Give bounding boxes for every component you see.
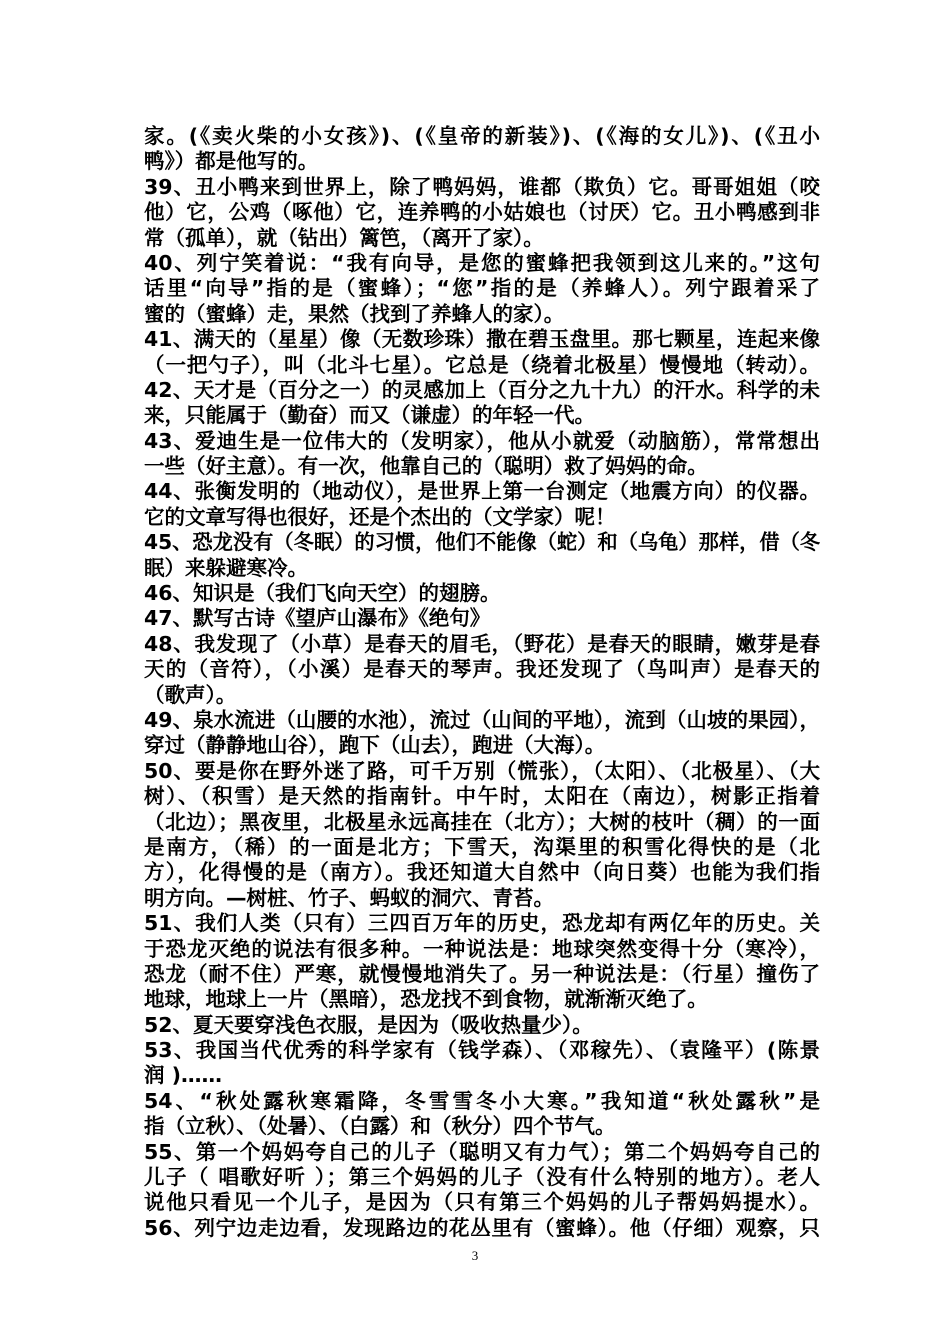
text-line: 于恐龙灭绝的说法有很多种。一种说法是：地球突然变得十分（寒冷）， [144,936,820,961]
text-line: 润 )…… [144,1063,223,1088]
text-line: （一把勺子），叫（北斗七星）。它总是（绕着北极星）慢慢地（转动）。 [144,352,820,377]
text-line: 46、知识是（我们飞向天空）的翅膀。 [144,581,501,606]
text-line: 蜜的（蜜蜂）走，果然（找到了养蜂人的家）。 [144,301,565,326]
text-line: 48、我发现了（小草）是春天的眉毛，（野花）是春天的眼睛，嫩芽是春 [144,631,820,656]
text-line: 45、恐龙没有（冬眠）的习惯，他们不能像（蛇）和（乌龟）那样，借（冬 [144,530,820,555]
text-line: 51、我们人类（只有）三四百万年的历史，恐龙却有两亿年的历史。关 [144,911,820,936]
text-line: 它的文章写得也很好，还是个杰出的（文学家）呢！ [144,504,616,529]
page-number: 3 [471,1248,479,1263]
text-line: 52、夏天要穿浅色衣服，是因为（吸收热量少）。 [144,1012,593,1037]
text-line: 指（立秋）、（处暑）、（白露）和（秋分）四个节气。 [144,1114,616,1139]
text-line: 44、张衡发明的（地动仪），是世界上第一台测定（地震方向）的仪器。 [144,479,820,504]
text-line: 天的（音符），（小溪）是春天的琴声。我还发现了（鸟叫声）是春天的 [144,657,820,682]
text-line: 来，只能属于（勤奋）而又（谦虚）的年轻一代。 [144,403,595,428]
text-line: 40、列宁笑着说：“我有向导，是您的蜜蜂把我领到这儿来的。”这句 [144,250,820,275]
text-line: 他）它，公鸡（啄他）它，连养鸭的小姑娘也（讨厌）它。丑小鸭感到非 [144,200,820,225]
text-line: 43、爱迪生是一位伟大的（发明家），他从小就爱（动脑筋），常常想出 [144,428,820,453]
text-line: 方），化得慢的是（南方）。我还知道大自然中（向日葵）也能为我们指 [144,860,820,885]
text-line: 54、“秋处露秋寒霜降，冬雪雪冬小大寒。”我知道“秋处露秋”是 [144,1088,820,1113]
text-line: 49、泉水流进（山腰的水池），流过（山间的平地），流到（山坡的果园）， [144,707,820,732]
text-line: 话里“向导”指的是（蜜蜂）；“您”指的是（养蜂人）。列宁跟着采了 [144,276,820,301]
text-line: 鸭》）都是他写的。 [144,149,319,174]
text-line: （北边）；黑夜里，北极星永远高挂在（北方）；大树的枝叶（稠）的一面 [144,809,820,834]
text-line: 42、天才是（百分之一）的灵感加上（百分之九十九）的汗水。科学的未 [144,377,820,402]
text-line: 50、要是你在野外迷了路，可千万别（慌张），（太阳）、（北极星）、（大 [144,758,820,783]
text-line: 树）、（积雪）是天然的指南针。中午时，太阳在（南边），树影正指着 [144,784,820,809]
text-line: 穿过（静静地山谷），跑下（山去），跑进（大海）。 [144,733,606,758]
document-body [144,124,820,1241]
text-line: 眠）来躲避寒冷。 [144,555,308,580]
text-line: 39、丑小鸭来到世界上，除了鸭妈妈，谁都（欺负）它。哥哥姐姐（咬 [144,174,820,199]
text-line: 地球，地球上一片（黑暗），恐龙找不到食物，就渐渐灭绝了。 [144,987,708,1012]
text-line: 56、列宁边走边看，发现路边的花丛里有（蜜蜂）。他（仔细）观察，只 [144,1215,820,1240]
text-line: 41、满天的（星星）像（无数珍珠）撒在碧玉盘里。那七颗星，连起来像 [144,327,820,352]
text-line: 明方向。—树桩、竹子、蚂蚁的洞穴、青苔。 [144,885,554,910]
text-line: 是南方，（稀）的一面是北方；下雪天，沟渠里的积雪化得快的是（北 [144,834,820,859]
text-line: 一些（好主意）。有一次，他靠自己的（聪明）救了妈妈的命。 [144,454,708,479]
text-line: 53、我国当代优秀的科学家有（钱学森）、（邓稼先）、（袁隆平）(陈景 [144,1038,820,1063]
text-line: 家。(《卖火柴的小女孩》)、(《皇帝的新装》)、(《海的女儿》)、(《丑小 [144,124,820,148]
text-line: 说他只看见一个儿子，是因为（只有第三个妈妈的儿子帮妈妈提水）。 [144,1190,820,1215]
text-line: 儿子（ 唱歌好听 ）；第三个妈妈的儿子（没有什么特别的地方）。老人 [144,1165,820,1190]
text-line: 恐龙（耐不住）严寒，就慢慢地消失了。另一种说法是：（行星）撞伤了 [144,961,820,986]
text-line: （歌声）。 [144,682,237,707]
text-line: 55、第一个妈妈夸自己的儿子（聪明又有力气）；第二个妈妈夸自己的 [144,1139,820,1164]
text-line: 常（孤单），就（钻出）篱笆，（离开了家）。 [144,225,544,250]
text-line: 47、默写古诗《望庐山瀑布》《绝句》 [144,606,491,631]
